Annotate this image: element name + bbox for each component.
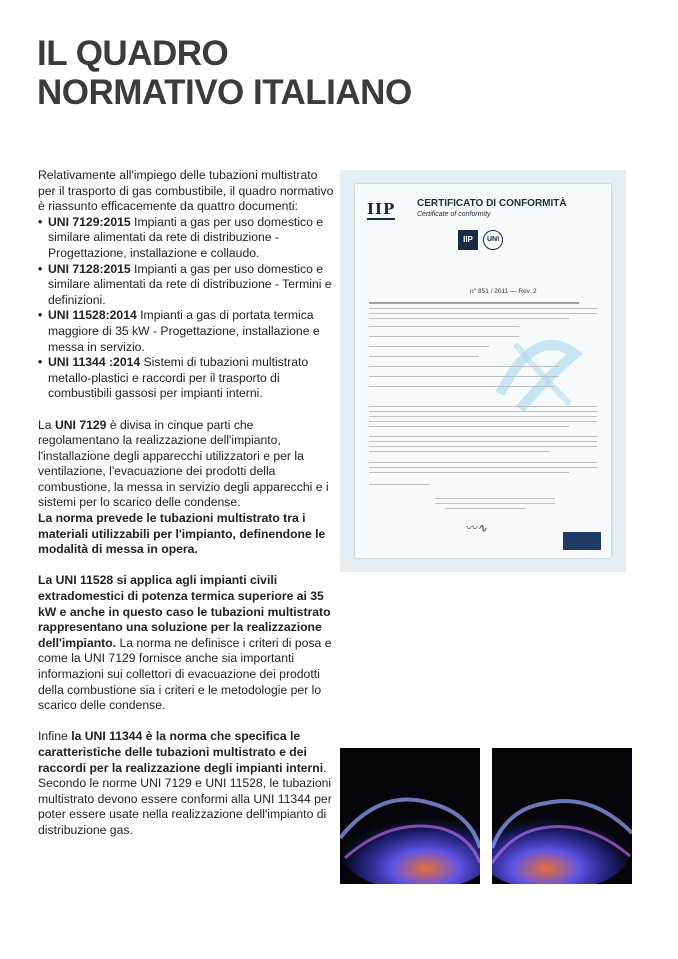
documents-list [38, 215, 338, 402]
p3-rest: La norma ne definisce i criteri di posa e come la UNI 7129 fornisce anche sia importanti informazioni sui collettori di evacuazione dei prodotti della combustione sia i criteri e le metodologie per lo scarico delle condense. [38, 635, 332, 713]
certificate-number: n° 851 / 2011 — Rev. 2 [470, 288, 537, 295]
text-column [38, 168, 338, 839]
certificate-logo: IIP [367, 200, 396, 218]
p2-mid: è divisa in cinque parti che regolamentano la realizzazione dell'impianto, l'installazione degli apparecchi utilizzatori e per la ventilazione, l'evacuazione dei prodotti della combustione, la messa in servizio degli apparecchi e i sistemi per lo scarico delle condense. [38, 417, 329, 510]
iip-badge: IIP [458, 230, 478, 250]
accreditation-logo [563, 532, 601, 550]
p2-pre: La [38, 417, 55, 432]
p4-pre: Infine [38, 729, 72, 744]
document-desc: Sistemi di tubazioni multistrato metallo-plastici e raccordi per il trasporto di combustibili gassosi per impianti interni. [48, 355, 309, 401]
list-item [38, 355, 338, 402]
certificate-sheet [355, 184, 611, 558]
p4-bold: la UNI 11344 è la norma che specifica le caratteristiche delle tubazioni multistrato e dei raccordi per la realizzazione degli impianti interni [38, 729, 324, 775]
uni-7129-paragraph [38, 418, 338, 512]
p3-bold: La UNI 11528 si applica agli impianti civili extradomestici di potenza termica superiore ai 35 kW e anche in questo caso le tubazioni multistrato rappresentano una soluzione per la realizzazione dell'impianto. [38, 573, 331, 650]
document-code: UNI 11528:2014 [48, 308, 137, 323]
page-title [37, 34, 412, 112]
watermark-icon [480, 314, 590, 424]
uni-11344-paragraph [38, 729, 338, 838]
document-desc: Impianti a gas per uso domestico e similare alimentati da rete di distribuzione - Progettazione, installazione e collaudo. [48, 214, 324, 260]
uni-badge: UNI [483, 230, 503, 250]
signature: 〰∿ [465, 521, 488, 535]
page-title-line1: IL QUADRO [37, 34, 229, 73]
gas-flame-image-left [340, 748, 480, 884]
list-item [38, 262, 338, 309]
document-code: UNI 7128:2015 [48, 261, 131, 276]
certificate-image [340, 170, 626, 572]
certificate-subtitle: Certificate of conformity [417, 211, 491, 218]
uni-11528-paragraph [38, 573, 338, 713]
certificate-title: CERTIFICATO DI CONFORMITÀ [417, 198, 567, 209]
document-code: UNI 11344 :2014 [48, 355, 141, 370]
p2-bold2: La norma prevede le tubazioni multistrato tra i materiali utilizzabili per l'impianto, definendone le modalità di messa in opera. [38, 511, 326, 557]
p4-rest: . Secondo le norme UNI 7129 e UNI 11528, le tubazioni multistrato devono essere conformi alla UNI 11344 per poter essere usate nella realizzazione dell'impianto di distribuzione gas. [38, 760, 332, 837]
document-code: UNI 7129:2015 [48, 214, 131, 229]
page-title-line2: NORMATIVO ITALIANO [37, 73, 412, 112]
list-item [38, 308, 338, 355]
gas-flame-image-right [492, 748, 632, 884]
document-desc: Impianti a gas per uso domestico e similare alimentati da rete di distribuzione - Termini e definizioni. [48, 261, 332, 307]
document-desc: Impianti a gas di portata termica maggiore di 35 kW - Progettazione, installazione e messa in servizio. [48, 308, 320, 354]
p2-bold1: UNI 7129 [54, 417, 107, 432]
list-item [38, 215, 338, 262]
intro-paragraph: Relativamente all'impiego delle tubazioni multistrato per il trasporto di gas combustibile, il quadro normativo è riassunto efficacemente da quattro documenti: [38, 168, 334, 214]
